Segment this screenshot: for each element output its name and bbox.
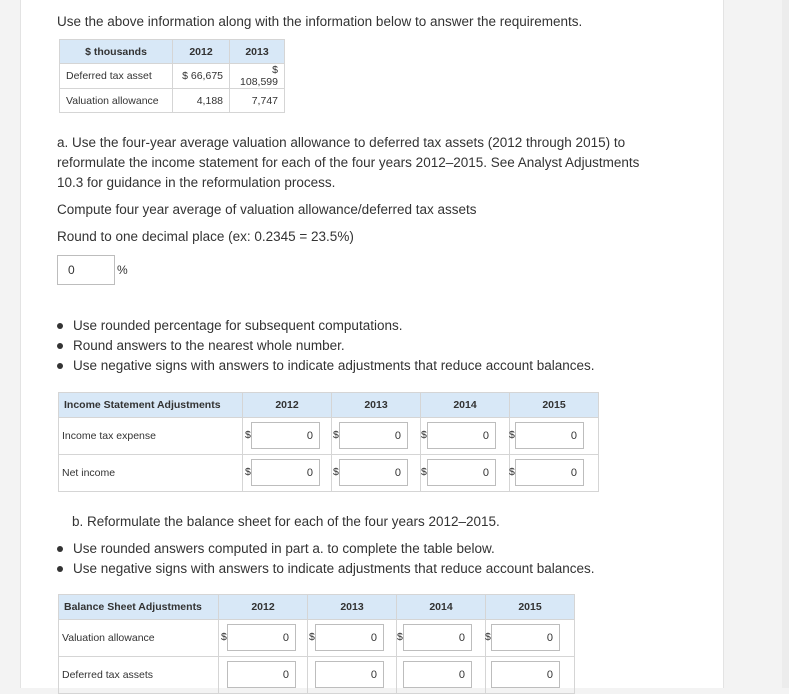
balance-row-label: Deferred tax assets [59,657,219,694]
balance-year-2012: 2012 [219,595,308,620]
valuation-allowance-2012-input[interactable]: 0 [227,624,296,651]
part-b-bullet: Use rounded answers computed in part a. to complete the table below. [57,541,495,556]
percentage-input[interactable]: 0 [57,255,115,285]
part-b-text: b. Reformulate the balance sheet for each of the four years 2012–2015. [72,514,500,529]
bullet-icon [57,323,63,329]
part-a-bullet: Use rounded percentage for subsequent computations. [57,318,402,333]
compute-instruction: Compute four year average of valuation allowance/deferred tax assets [57,202,477,217]
info-cell: $ 66,675 [173,64,230,89]
part-a-line-1: a. Use the four-year average valuation allowance to deferred tax assets (2012 through 2015) to [57,135,626,150]
net-income-2012-input[interactable]: 0 [251,459,320,486]
deferred-tax-assets-2015-input[interactable]: 0 [491,661,560,688]
currency-symbol: $ [485,631,491,643]
income-tax-expense-2015-input[interactable]: 0 [515,422,584,449]
content-panel [20,0,724,688]
info-header-2013: 2013 [230,40,285,64]
income-tax-expense-2014-input[interactable]: 0 [427,422,496,449]
deferred-tax-assets-2014-input[interactable]: 0 [403,661,472,688]
valuation-allowance-2013-input[interactable]: 0 [315,624,384,651]
part-a-line-2: reformulate the income statement for each of the four years 2012–2015. See Analyst Adjustments [57,155,640,170]
balance-year-2015: 2015 [486,595,575,620]
currency-symbol: $ [509,466,515,478]
info-table [59,39,285,113]
currency-symbol: $ [245,429,251,441]
info-row-label: Deferred tax asset [60,64,173,89]
valuation-allowance-2014-input[interactable]: 0 [403,624,472,651]
part-a-bullet: Round answers to the nearest whole number. [57,338,345,353]
info-cell: $ 108,599 [230,64,285,89]
balance-year-2013: 2013 [308,595,397,620]
part-b-bullet: Use negative signs with answers to indicate adjustments that reduce account balances. [57,561,595,576]
info-header-label: $ thousands [60,40,173,64]
currency-symbol: $ [333,429,339,441]
currency-symbol: $ [421,466,427,478]
info-cell: 4,188 [173,89,230,113]
balance-row-label: Valuation allowance [59,620,219,657]
currency-symbol: $ [397,631,403,643]
income-table-title: Income Statement Adjustments [59,393,243,418]
balance-year-2014: 2014 [397,595,486,620]
net-income-2014-input[interactable]: 0 [427,459,496,486]
scrollbar[interactable] [782,0,789,688]
income-row-label: Income tax expense [59,418,243,455]
income-tax-expense-2013-input[interactable]: 0 [339,422,408,449]
currency-symbol: $ [421,429,427,441]
part-a-line-3: 10.3 for guidance in the reformulation process. [57,175,336,190]
bullet-icon [57,363,63,369]
income-year-2013: 2013 [332,393,421,418]
bullet-icon [57,343,63,349]
info-row-label: Valuation allowance [60,89,173,113]
deferred-tax-assets-2012-input[interactable]: 0 [227,661,296,688]
intro-text: Use the above information along with the information below to answer the requirements. [57,14,583,29]
income-row-label: Net income [59,455,243,492]
percent-symbol: % [117,263,128,277]
net-income-2013-input[interactable]: 0 [339,459,408,486]
round-instruction: Round to one decimal place (ex: 0.2345 = 23.5%) [57,229,354,244]
income-year-2012: 2012 [243,393,332,418]
bullet-icon [57,566,63,572]
currency-symbol: $ [309,631,315,643]
bullet-icon [57,546,63,552]
currency-symbol: $ [221,631,227,643]
info-header-2012: 2012 [173,40,230,64]
income-tax-expense-2012-input[interactable]: 0 [251,422,320,449]
income-year-2015: 2015 [510,393,599,418]
part-a-bullet: Use negative signs with answers to indicate adjustments that reduce account balances. [57,358,595,373]
currency-symbol: $ [245,466,251,478]
balance-table-title: Balance Sheet Adjustments [59,595,219,620]
net-income-2015-input[interactable]: 0 [515,459,584,486]
info-cell: 7,747 [230,89,285,113]
income-year-2014: 2014 [421,393,510,418]
deferred-tax-assets-2013-input[interactable]: 0 [315,661,384,688]
currency-symbol: $ [333,466,339,478]
currency-symbol: $ [509,429,515,441]
valuation-allowance-2015-input[interactable]: 0 [491,624,560,651]
